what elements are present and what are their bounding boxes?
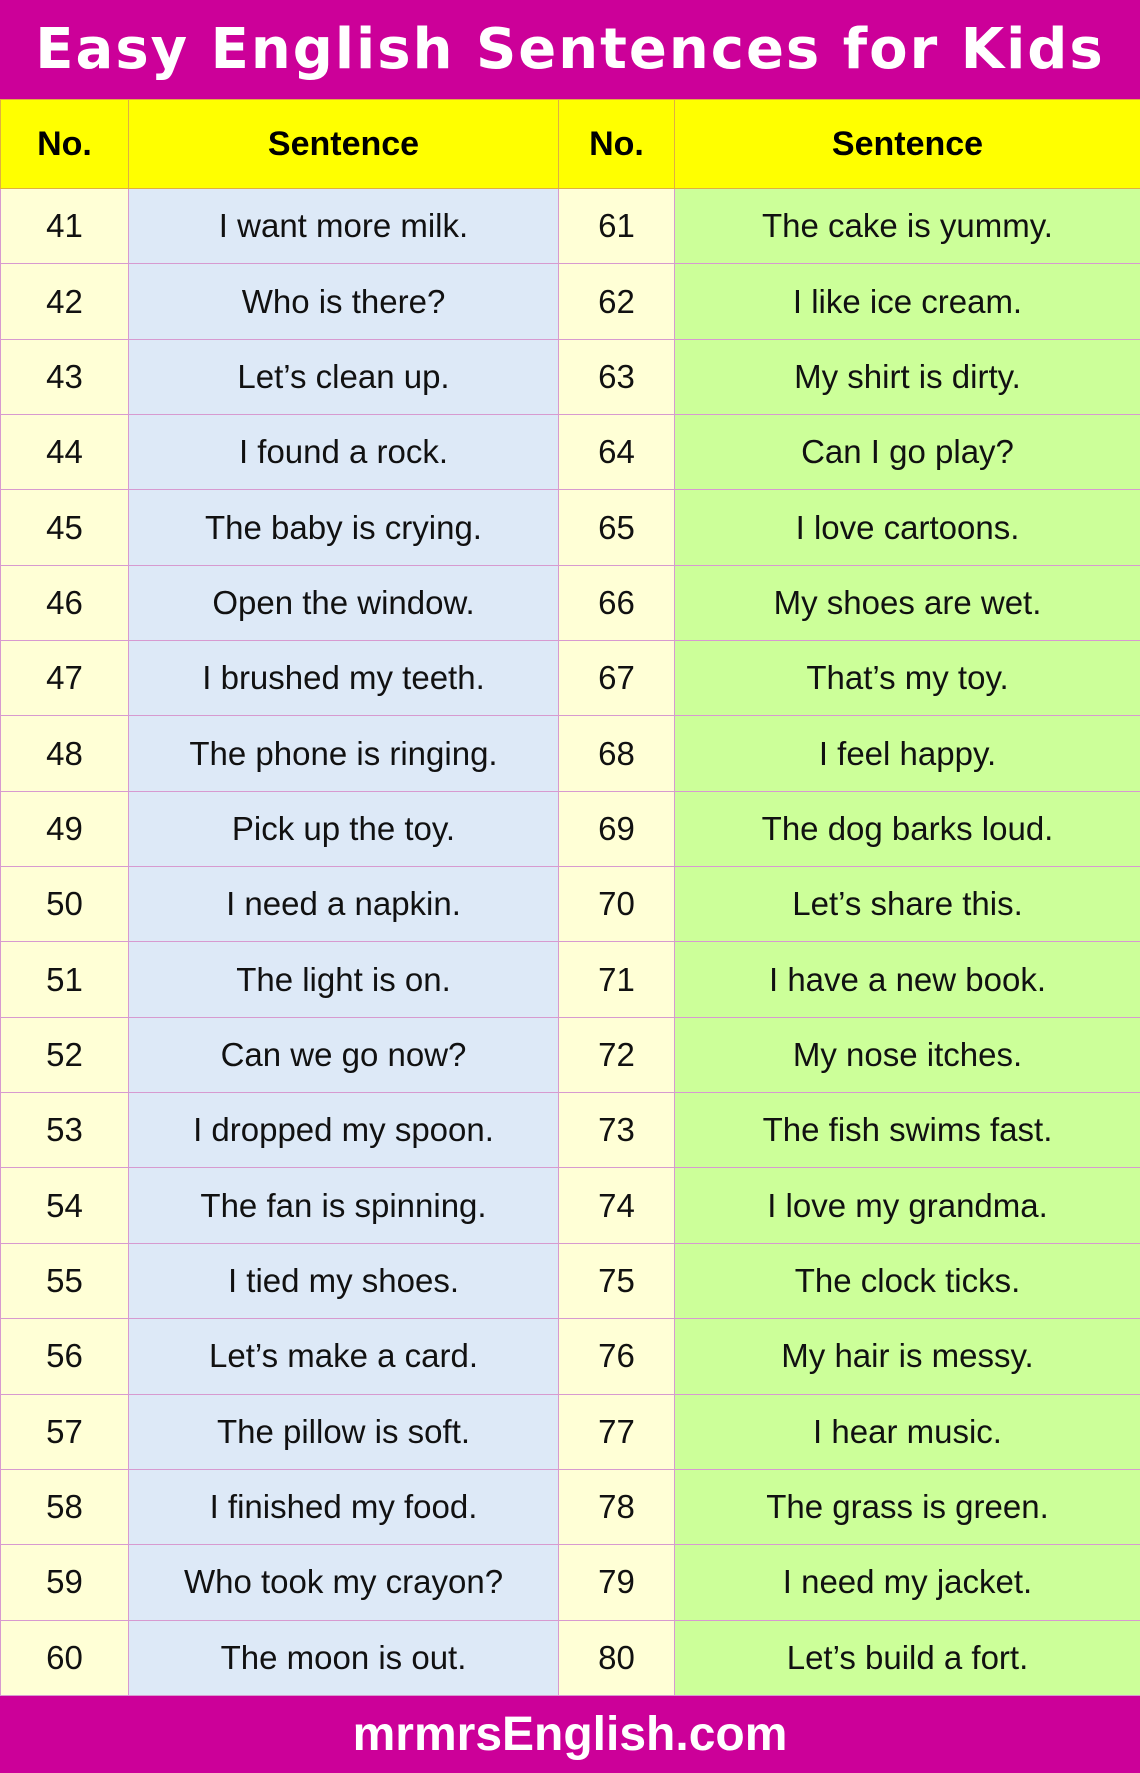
footer-banner [0,1696,1140,1773]
row-sentence-right: I love cartoons. [675,490,1140,565]
row-number-right: 70 [559,867,675,942]
table-row [1,791,1140,866]
table-row [1,1243,1140,1318]
table-row [1,1394,1140,1469]
title-banner [0,0,1140,99]
row-sentence-left: The light is on. [129,942,559,1017]
row-number-right: 63 [559,339,675,414]
row-sentence-right: Let’s build a fort. [675,1620,1140,1695]
row-sentence-left: I brushed my teeth. [129,641,559,716]
row-sentence-left: The fan is spinning. [129,1168,559,1243]
table-row [1,1469,1140,1544]
header-sentence-left: Sentence [129,100,559,189]
row-sentence-right: I love my grandma. [675,1168,1140,1243]
row-sentence-left: The pillow is soft. [129,1394,559,1469]
row-sentence-left: I want more milk. [129,189,559,264]
header-row [1,100,1140,189]
row-sentence-left: I found a rock. [129,415,559,490]
row-number-left: 52 [1,1017,129,1092]
row-number-left: 55 [1,1243,129,1318]
row-sentence-left: I tied my shoes. [129,1243,559,1318]
row-number-right: 62 [559,264,675,339]
page-title: Easy English Sentences for Kids [35,17,1105,82]
row-sentence-left: I finished my food. [129,1469,559,1544]
row-sentence-left: The phone is ringing. [129,716,559,791]
row-number-right: 66 [559,565,675,640]
row-number-left: 51 [1,942,129,1017]
row-sentence-right: The clock ticks. [675,1243,1140,1318]
table-row [1,942,1140,1017]
row-sentence-left: Let’s make a card. [129,1319,559,1394]
sentence-table [0,99,1140,1696]
row-number-right: 69 [559,791,675,866]
row-sentence-right: The grass is green. [675,1469,1140,1544]
row-number-left: 48 [1,716,129,791]
row-number-left: 43 [1,339,129,414]
row-sentence-right: I like ice cream. [675,264,1140,339]
table-row [1,1545,1140,1620]
row-number-left: 53 [1,1093,129,1168]
row-number-left: 41 [1,189,129,264]
row-number-left: 54 [1,1168,129,1243]
row-number-right: 74 [559,1168,675,1243]
row-sentence-right: My nose itches. [675,1017,1140,1092]
row-sentence-left: Can we go now? [129,1017,559,1092]
row-number-left: 57 [1,1394,129,1469]
table-row [1,490,1140,565]
header-number-right: No. [559,100,675,189]
table-row [1,565,1140,640]
row-number-right: 76 [559,1319,675,1394]
row-sentence-right: The cake is yummy. [675,189,1140,264]
table-row [1,716,1140,791]
row-number-right: 75 [559,1243,675,1318]
row-sentence-left: Who is there? [129,264,559,339]
table-row [1,1168,1140,1243]
row-number-left: 49 [1,791,129,866]
table-row [1,1093,1140,1168]
row-number-left: 56 [1,1319,129,1394]
row-number-right: 80 [559,1620,675,1695]
row-sentence-right: I feel happy. [675,716,1140,791]
row-number-right: 67 [559,641,675,716]
row-number-left: 60 [1,1620,129,1695]
row-sentence-right: My shoes are wet. [675,565,1140,640]
row-sentence-right: My shirt is dirty. [675,339,1140,414]
row-sentence-right: Let’s share this. [675,867,1140,942]
row-sentence-right: I need my jacket. [675,1545,1140,1620]
table-row [1,1620,1140,1695]
table-row [1,1319,1140,1394]
header-number-left: No. [1,100,129,189]
row-number-right: 78 [559,1469,675,1544]
row-sentence-left: Let’s clean up. [129,339,559,414]
row-sentence-left: Pick up the toy. [129,791,559,866]
table-body [1,189,1140,1696]
row-sentence-right: I hear music. [675,1394,1140,1469]
header-sentence-right: Sentence [675,100,1140,189]
row-number-left: 42 [1,264,129,339]
row-number-right: 72 [559,1017,675,1092]
row-number-right: 71 [559,942,675,1017]
row-number-right: 65 [559,490,675,565]
row-sentence-right: Can I go play? [675,415,1140,490]
row-number-right: 64 [559,415,675,490]
table-row [1,867,1140,942]
table-row [1,264,1140,339]
row-number-right: 77 [559,1394,675,1469]
row-number-left: 46 [1,565,129,640]
row-number-left: 44 [1,415,129,490]
table-row [1,339,1140,414]
row-number-right: 68 [559,716,675,791]
row-number-right: 79 [559,1545,675,1620]
row-sentence-left: Who took my crayon? [129,1545,559,1620]
row-number-left: 59 [1,1545,129,1620]
row-number-left: 47 [1,641,129,716]
table-row [1,641,1140,716]
table-row [1,1017,1140,1092]
row-sentence-left: I need a napkin. [129,867,559,942]
row-sentence-left: Open the window. [129,565,559,640]
table-row [1,415,1140,490]
footer-website: mrmrsEnglish.com [352,1708,788,1761]
row-number-right: 73 [559,1093,675,1168]
row-sentence-right: That’s my toy. [675,641,1140,716]
table-row [1,189,1140,264]
row-sentence-right: My hair is messy. [675,1319,1140,1394]
row-sentence-left: The moon is out. [129,1620,559,1695]
row-number-right: 61 [559,189,675,264]
row-number-left: 45 [1,490,129,565]
row-number-left: 58 [1,1469,129,1544]
row-sentence-left: The baby is crying. [129,490,559,565]
row-number-left: 50 [1,867,129,942]
row-sentence-right: The fish swims fast. [675,1093,1140,1168]
row-sentence-left: I dropped my spoon. [129,1093,559,1168]
row-sentence-right: The dog barks loud. [675,791,1140,866]
row-sentence-right: I have a new book. [675,942,1140,1017]
